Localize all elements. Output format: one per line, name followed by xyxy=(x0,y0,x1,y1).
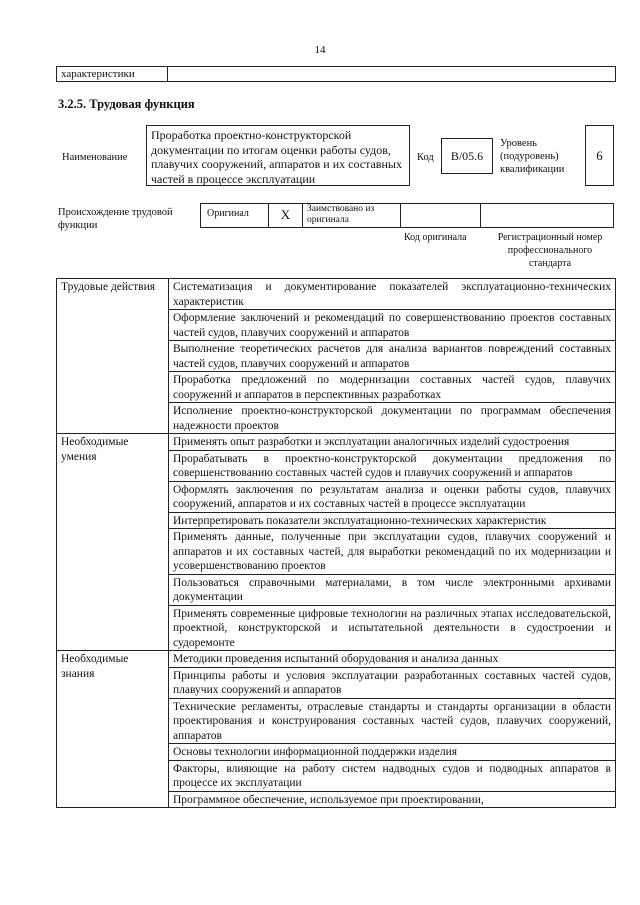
code-value: B/05.6 xyxy=(441,138,493,174)
item-cell: Факторы, влияющие на работу систем надводных судов и подводных аппаратов в процессе их эксплуатации xyxy=(169,760,616,791)
page-number: 14 xyxy=(314,44,326,56)
code-original-cell xyxy=(401,204,481,227)
item-cell: Принципы работы и условия эксплуатации разработанных составных частей судов, плавучих сооружений и аппаратов xyxy=(169,667,616,698)
item-cell: Проработка предложений по модернизации составных частей судов, плавучих сооружений и аппаратов в перспективных разработках xyxy=(169,372,616,403)
item-cell: Методики проведения испытаний оборудования и анализа данных xyxy=(169,651,616,668)
item-cell: Интерпретировать показатели эксплуатационно-технических характеристик xyxy=(169,512,616,529)
item-cell: Оформлять заключения по результатам анализа и оценки работы судов, плавучих сооружений, аппаратов и их составных частей в процессе эксплуатации xyxy=(169,481,616,512)
item-cell: Выполнение теоретических расчетов для анализа вариантов повреждений составных частей судов, плавучих сооружений и аппаратов xyxy=(169,341,616,372)
item-cell: Пользоваться справочными материалами, в том числе электронными архивами документации xyxy=(169,574,616,605)
item-cell: Технические регламенты, отраслевые стандарты и стандарты организации в области проектирования и конструирования составных частей судов, плавучих сооружений, аппаратов xyxy=(169,698,616,744)
level-label: Уровень (подуровень) квалификации xyxy=(500,138,565,175)
previous-table-label: характеристики xyxy=(57,67,168,81)
table-row xyxy=(57,434,616,451)
function-name-value: Проработка проектно-конструкторской документации по итогам оценки работы судов, плавучих сооружений, аппаратов и их составных частей в процессе эксплуатации xyxy=(146,125,410,186)
item-cell: Исполнение проектно-конструкторской документации по программам обеспечения надежности проектов xyxy=(169,403,616,434)
code-original-label: Код оригинала xyxy=(404,232,467,243)
item-cell: Основы технологии информационной поддержки изделия xyxy=(169,744,616,761)
item-cell: Систематизация и документирование показателей эксплуатационно-технических характеристик xyxy=(169,279,616,310)
category-cell: Необходимые знания xyxy=(57,651,169,808)
code-label: Код xyxy=(417,152,434,163)
item-cell: Применять данные, полученные при эксплуатации судов, плавучих сооружений и аппаратов и их составных частей, для выработки рекомендаций по их модернизации и усовершенствованию проектов xyxy=(169,529,616,575)
item-cell: Применять современные цифровые технологии на различных этапах исследовательской, проектной, конструкторской и испытательной деятельности в судостроении и судоремонте xyxy=(169,605,616,651)
category-cell: Необходимые умения xyxy=(57,434,169,651)
original-label: Оригинал xyxy=(201,204,269,227)
reg-number-cell xyxy=(481,204,613,227)
origin-label: Происхождение трудовой функции xyxy=(58,207,173,231)
function-details-table xyxy=(56,278,616,808)
table-row xyxy=(57,651,616,668)
previous-table-tail xyxy=(56,66,616,82)
category-cell: Трудовые действия xyxy=(57,279,169,434)
table-row xyxy=(57,279,616,310)
item-cell: Оформление заключений и рекомендаций по совершенствованию проектов составных частей судов, плавучих сооружений и аппаратов xyxy=(169,310,616,341)
item-cell: Применять опыт разработки и эксплуатации аналогичных изделий судостроения xyxy=(169,434,616,451)
item-cell: Программное обеспечение, используемое при проектировании, xyxy=(169,791,616,808)
name-label: Наименование xyxy=(62,152,128,163)
borrowed-label: Заимствовано из оригинала xyxy=(303,204,401,227)
level-value: 6 xyxy=(585,125,614,186)
origin-table xyxy=(200,203,614,228)
item-cell: Прорабатывать в проектно-конструкторской документации предложения по совершенствованию составных частей судов и плавучих сооружений и аппаратов xyxy=(169,450,616,481)
reg-number-label: Регистрационный номер профессионального стандарта xyxy=(497,232,603,269)
section-title: 3.2.5. Трудовая функция xyxy=(58,97,195,111)
original-mark: X xyxy=(269,204,303,227)
